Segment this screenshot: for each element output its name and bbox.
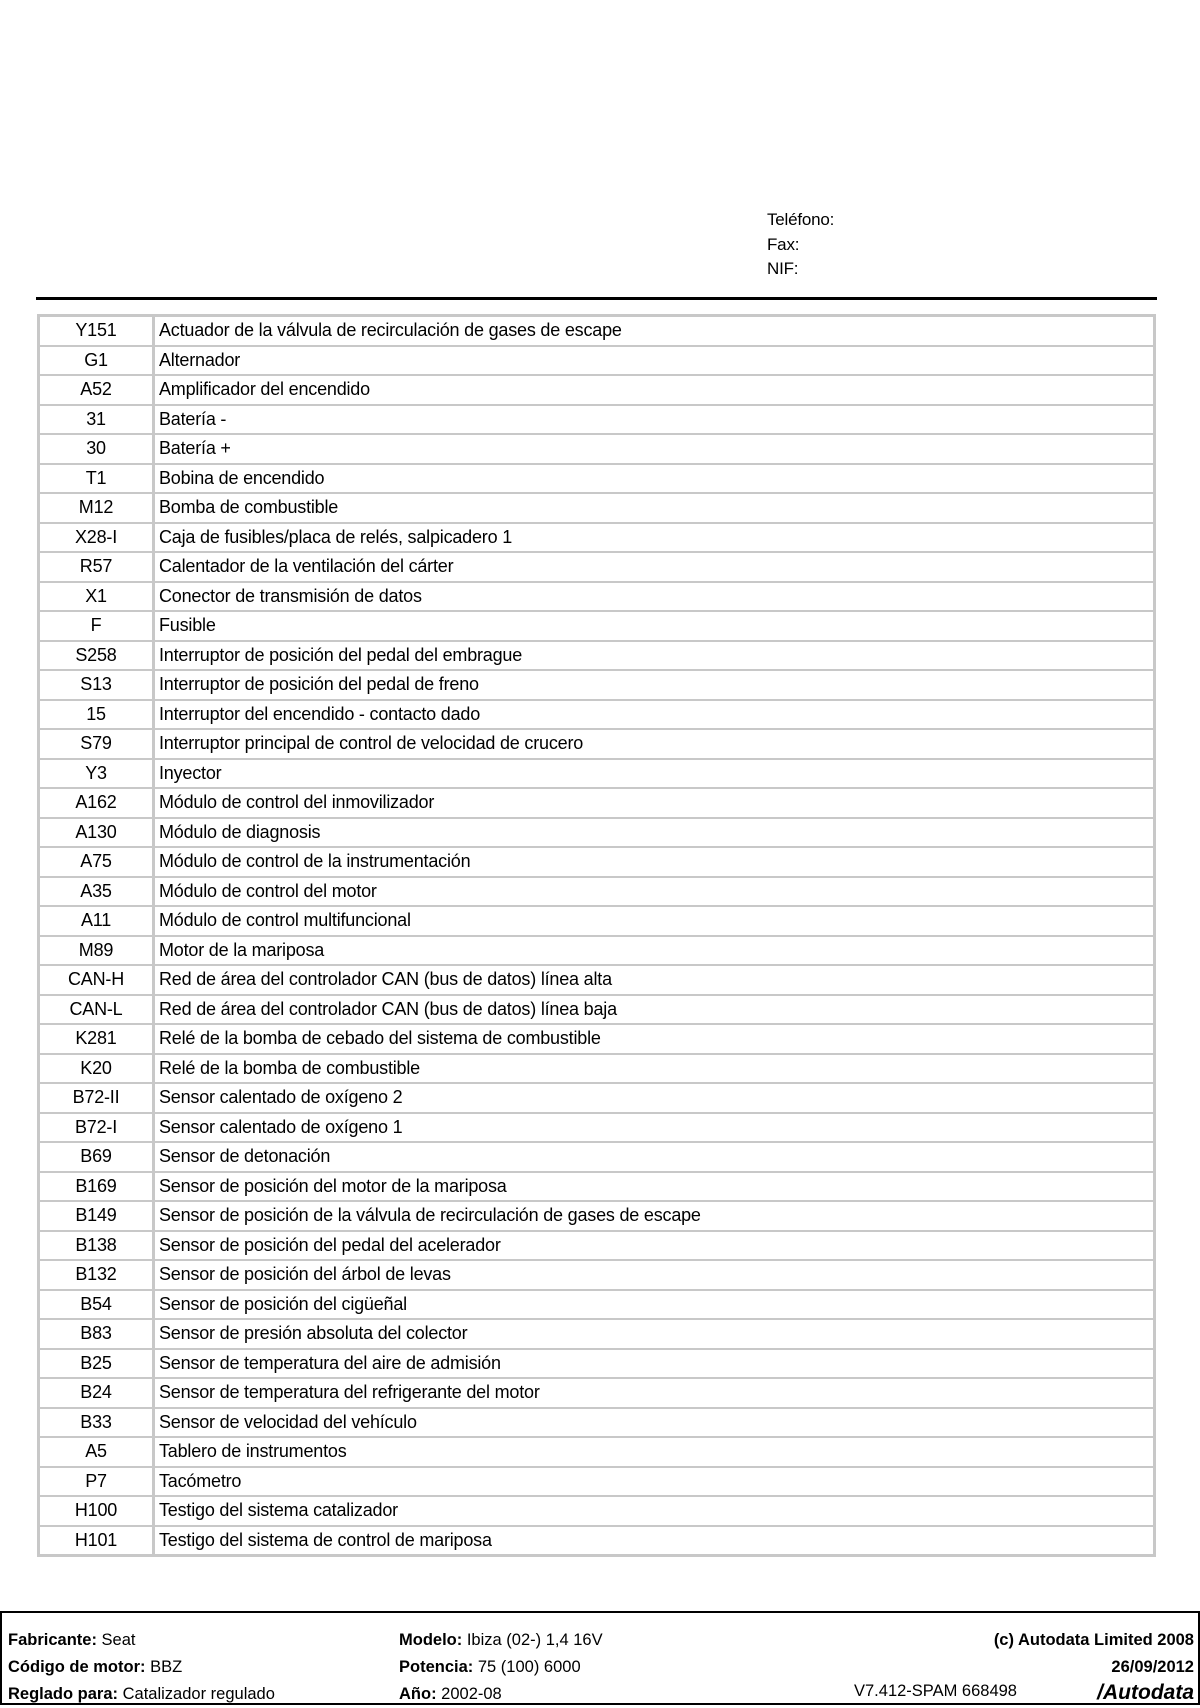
legend-row bbox=[40, 1379, 1153, 1409]
legend-row bbox=[40, 996, 1153, 1026]
component-code: H101 bbox=[40, 1527, 155, 1555]
footer-model-column bbox=[399, 1627, 603, 1708]
component-description: Red de área del controlador CAN (bus de datos) línea baja bbox=[155, 996, 1153, 1026]
codigo-motor-label: Código de motor: bbox=[8, 1658, 146, 1676]
component-code: S258 bbox=[40, 642, 155, 672]
component-code: B54 bbox=[40, 1291, 155, 1321]
legend-row bbox=[40, 1409, 1153, 1439]
legend-row bbox=[40, 494, 1153, 524]
legend-row bbox=[40, 1025, 1153, 1055]
legend-row bbox=[40, 1350, 1153, 1380]
legend-row bbox=[40, 612, 1153, 642]
component-code: A5 bbox=[40, 1438, 155, 1468]
component-description: Sensor calentado de oxígeno 1 bbox=[155, 1114, 1153, 1144]
component-code: 30 bbox=[40, 435, 155, 465]
print-date: 26/09/2012 bbox=[1111, 1658, 1194, 1676]
component-legend-table bbox=[37, 314, 1156, 1557]
component-code: A52 bbox=[40, 376, 155, 406]
legend-row bbox=[40, 1202, 1153, 1232]
component-description: Motor de la mariposa bbox=[155, 937, 1153, 967]
legend-row bbox=[40, 730, 1153, 760]
component-code: B132 bbox=[40, 1261, 155, 1291]
component-description: Red de área del controlador CAN (bus de datos) línea alta bbox=[155, 966, 1153, 996]
component-code: X1 bbox=[40, 583, 155, 613]
legend-row bbox=[40, 347, 1153, 377]
component-description: Sensor de detonación bbox=[155, 1143, 1153, 1173]
component-description: Bobina de encendido bbox=[155, 465, 1153, 495]
component-code: B72-I bbox=[40, 1114, 155, 1144]
potencia-row bbox=[399, 1654, 603, 1681]
component-description: Interruptor de posición del pedal de freno bbox=[155, 671, 1153, 701]
potencia-label: Potencia: bbox=[399, 1658, 474, 1676]
component-description: Testigo del sistema catalizador bbox=[155, 1497, 1153, 1527]
header-divider bbox=[36, 297, 1157, 300]
modelo-row bbox=[399, 1627, 603, 1654]
component-description: Tacómetro bbox=[155, 1468, 1153, 1498]
component-description: Caja de fusibles/placa de relés, salpicadero 1 bbox=[155, 524, 1153, 554]
legend-row bbox=[40, 1468, 1153, 1498]
component-description: Módulo de control multifuncional bbox=[155, 907, 1153, 937]
modelo-value: Ibiza (02-) 1,4 16V bbox=[466, 1631, 603, 1649]
component-description: Conector de transmisión de datos bbox=[155, 583, 1153, 613]
component-code: S13 bbox=[40, 671, 155, 701]
component-description: Módulo de control del motor bbox=[155, 878, 1153, 908]
component-code: H100 bbox=[40, 1497, 155, 1527]
legend-row bbox=[40, 1527, 1153, 1555]
component-description: Fusible bbox=[155, 612, 1153, 642]
reglado-label: Reglado para: bbox=[8, 1685, 119, 1703]
component-code: B25 bbox=[40, 1350, 155, 1380]
legend-row bbox=[40, 1232, 1153, 1262]
component-code: 31 bbox=[40, 406, 155, 436]
component-code: B69 bbox=[40, 1143, 155, 1173]
component-description: Sensor de posición del motor de la mariposa bbox=[155, 1173, 1153, 1203]
component-code: B149 bbox=[40, 1202, 155, 1232]
modelo-label: Modelo: bbox=[399, 1631, 463, 1649]
legend-row bbox=[40, 819, 1153, 849]
component-description: Módulo de diagnosis bbox=[155, 819, 1153, 849]
legend-row bbox=[40, 671, 1153, 701]
component-description: Sensor calentado de oxígeno 2 bbox=[155, 1084, 1153, 1114]
component-code: CAN-L bbox=[40, 996, 155, 1026]
legend-row bbox=[40, 789, 1153, 819]
component-code: A35 bbox=[40, 878, 155, 908]
legend-row bbox=[40, 317, 1153, 347]
fabricante-label: Fabricante: bbox=[8, 1631, 97, 1649]
component-description: Interruptor principal de control de velocidad de crucero bbox=[155, 730, 1153, 760]
component-description: Relé de la bomba de cebado del sistema de combustible bbox=[155, 1025, 1153, 1055]
legend-row bbox=[40, 465, 1153, 495]
license-serial: V7.412-SPAM 668498 bbox=[854, 1682, 1017, 1700]
legend-row bbox=[40, 848, 1153, 878]
component-description: Sensor de posición de la válvula de recirculación de gases de escape bbox=[155, 1202, 1153, 1232]
component-code: B72-II bbox=[40, 1084, 155, 1114]
component-code: 15 bbox=[40, 701, 155, 731]
component-code: Y3 bbox=[40, 760, 155, 790]
component-description: Sensor de temperatura del refrigerante del motor bbox=[155, 1379, 1153, 1409]
legend-row bbox=[40, 1173, 1153, 1203]
component-code: F bbox=[40, 612, 155, 642]
component-code: A130 bbox=[40, 819, 155, 849]
legend-row bbox=[40, 1261, 1153, 1291]
legend-row bbox=[40, 1291, 1153, 1321]
legend-row bbox=[40, 376, 1153, 406]
legend-row bbox=[40, 524, 1153, 554]
contact-block bbox=[767, 208, 834, 282]
component-description: Sensor de posición del pedal del acelerador bbox=[155, 1232, 1153, 1262]
component-code: G1 bbox=[40, 347, 155, 377]
autodata-logo: /Autodata bbox=[1097, 1681, 1194, 1704]
component-description: Módulo de control del inmovilizador bbox=[155, 789, 1153, 819]
footer-copyright-column bbox=[994, 1627, 1194, 1681]
component-code: B33 bbox=[40, 1409, 155, 1439]
codigo-motor-row bbox=[8, 1654, 275, 1681]
fax-label: Fax: bbox=[767, 234, 800, 254]
component-code: M12 bbox=[40, 494, 155, 524]
legend-row bbox=[40, 435, 1153, 465]
telefono-label: Teléfono: bbox=[767, 210, 835, 229]
component-description: Testigo del sistema de control de mariposa bbox=[159, 1529, 492, 1550]
potencia-value: 75 (100) 6000 bbox=[477, 1658, 581, 1676]
component-description: Alternador bbox=[155, 347, 1153, 377]
component-description: Actuador de la válvula de recirculación de gases de escape bbox=[155, 317, 1153, 347]
component-description: Inyector bbox=[155, 760, 1153, 790]
reglado-row bbox=[8, 1681, 275, 1708]
component-description: Interruptor de posición del pedal del embrague bbox=[155, 642, 1153, 672]
component-code: M89 bbox=[40, 937, 155, 967]
component-description: Batería + bbox=[155, 435, 1153, 465]
legend-row bbox=[40, 642, 1153, 672]
nif-label: NIF: bbox=[767, 259, 799, 278]
ano-row bbox=[399, 1681, 603, 1708]
component-code: K20 bbox=[40, 1055, 155, 1085]
fabricante-value: Seat bbox=[101, 1631, 136, 1649]
component-description: Tablero de instrumentos bbox=[155, 1438, 1153, 1468]
component-description: Sensor de posición del árbol de levas bbox=[155, 1261, 1153, 1291]
legend-row bbox=[40, 1084, 1153, 1114]
component-legend-body bbox=[40, 317, 1153, 1554]
component-code: T1 bbox=[40, 465, 155, 495]
component-code: B169 bbox=[40, 1173, 155, 1203]
copyright-text: (c) Autodata Limited 2008 bbox=[993, 1631, 1194, 1649]
legend-row bbox=[40, 878, 1153, 908]
legend-row bbox=[40, 553, 1153, 583]
component-code: P7 bbox=[40, 1468, 155, 1498]
codigo-motor-value: BBZ bbox=[150, 1658, 183, 1676]
component-code: CAN-H bbox=[40, 966, 155, 996]
component-code: B83 bbox=[40, 1320, 155, 1350]
footer-vehicle-column bbox=[8, 1627, 275, 1708]
footer-info-box bbox=[0, 1611, 1200, 1705]
legend-row bbox=[40, 1497, 1153, 1527]
component-code: A75 bbox=[40, 848, 155, 878]
legend-row bbox=[40, 966, 1153, 996]
legend-row bbox=[40, 937, 1153, 967]
component-description: Relé de la bomba de combustible bbox=[155, 1055, 1153, 1085]
legend-row bbox=[40, 1320, 1153, 1350]
reglado-value: Catalizador regulado bbox=[122, 1685, 275, 1703]
legend-row bbox=[40, 583, 1153, 613]
legend-row bbox=[40, 907, 1153, 937]
legend-row bbox=[40, 406, 1153, 436]
legend-row bbox=[40, 1114, 1153, 1144]
ano-value: 2002-08 bbox=[441, 1685, 502, 1703]
component-code: A11 bbox=[40, 907, 155, 937]
ano-label: Año: bbox=[399, 1685, 437, 1703]
component-description: Sensor de velocidad del vehículo bbox=[155, 1409, 1153, 1439]
component-code: X28-I bbox=[40, 524, 155, 554]
component-code: K281 bbox=[40, 1025, 155, 1055]
component-code: B24 bbox=[40, 1379, 155, 1409]
legend-row bbox=[40, 1055, 1153, 1085]
component-code: R57 bbox=[40, 553, 155, 583]
component-description: Bomba de combustible bbox=[155, 494, 1153, 524]
legend-row bbox=[40, 1438, 1153, 1468]
component-description: Módulo de control de la instrumentación bbox=[155, 848, 1153, 878]
component-description: Batería - bbox=[155, 406, 1153, 436]
component-code: Y151 bbox=[40, 317, 155, 347]
component-description: Sensor de posición del cigüeñal bbox=[155, 1291, 1153, 1321]
fabricante-row bbox=[8, 1627, 275, 1654]
component-code: A162 bbox=[40, 789, 155, 819]
legend-row bbox=[40, 1143, 1153, 1173]
component-code: S79 bbox=[40, 730, 155, 760]
component-description: Calentador de la ventilación del cárter bbox=[155, 553, 1153, 583]
component-description: Interruptor del encendido - contacto dado bbox=[155, 701, 1153, 731]
component-description: Amplificador del encendido bbox=[155, 376, 1153, 406]
component-description: Sensor de presión absoluta del colector bbox=[155, 1320, 1153, 1350]
legend-row bbox=[40, 760, 1153, 790]
legend-row bbox=[40, 701, 1153, 731]
component-code: B138 bbox=[40, 1232, 155, 1262]
component-description: Sensor de temperatura del aire de admisión bbox=[155, 1350, 1153, 1380]
